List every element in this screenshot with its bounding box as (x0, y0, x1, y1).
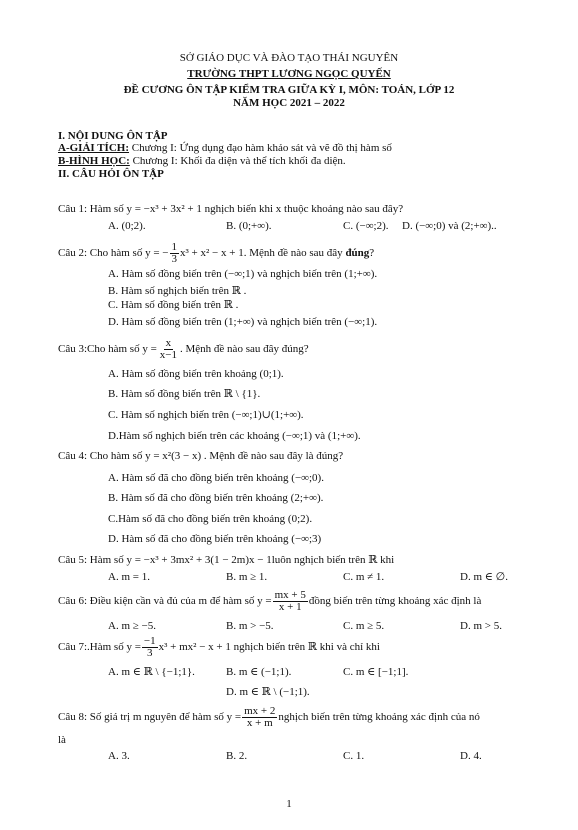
dept-name: SỞ GIÁO DỤC VÀ ĐÀO TẠO THÁI NGUYÊN (179, 52, 399, 64)
page-number: 1 (286, 798, 292, 810)
question-3-option-b: B. Hàm số đồng biến trên ℝ \ {1}. (108, 388, 261, 400)
question-6-stem: Câu 6: Điều kiện cần và đủ của m để hàm số y = $\frac{mx + 5}{x + 1}$ đồng biến trên từng khoảng xác định là (58, 588, 482, 613)
question-6-option-b: B. m > −5. (226, 620, 274, 632)
analysis-label: A-GIẢI TÍCH: (58, 142, 130, 154)
question-8-stem: Câu 8: Số giá trị m nguyên để hàm số y = $\frac{mx + 2}{x + m}$ nghịch biến trên từng khoảng xác định của nó (58, 704, 480, 729)
fraction: $\frac{x}{x-1}$ (159, 336, 178, 361)
question-8-option-b: B. 2. (226, 750, 248, 762)
question-2-stem: Câu 2: Cho hàm số y = − $\frac{1}{3}$ x³ + x² − x + 1. Mệnh đề nào sau đây đúng? (58, 240, 375, 265)
document-title: ĐỀ CƯƠNG ÔN TẬP KIỂM TRA GIỮA KỲ I, MÔN: TOÁN, LỚP 12 (123, 84, 455, 96)
question-6-option-c: C. m ≥ 5. (343, 620, 385, 632)
section-geometry (58, 155, 346, 168)
question-1-option-a: A. (0;2). (108, 220, 146, 232)
question-7-option-c: C. m ∈ [−1;1]. (343, 666, 409, 678)
question-7-option-b: B. m ∈ (−1;1). (226, 666, 292, 678)
fraction: $\frac{-1}{3}$ (143, 634, 156, 659)
question-4-option-c: C.Hàm số đã cho đồng biến trên khoảng (0;2). (108, 513, 313, 525)
question-4-option-d: D. Hàm số đã cho đồng biến trên khoảng (−∞;3) (108, 533, 322, 545)
question-5-option-b: B. m ≥ 1. (226, 571, 268, 583)
question-8-option-d: D. 4. (460, 750, 482, 762)
fraction: $\frac{1}{3}$ (171, 240, 177, 265)
question-3-option-c: C. Hàm số nghịch biến trên (−∞;1)∪(1;+∞). (108, 409, 304, 421)
question-4-option-b: B. Hàm số đã cho đồng biến trên khoảng (2;+∞). (108, 492, 324, 504)
fraction: $\frac{mx + 5}{x + 1}$ (274, 588, 306, 613)
question-1-option-c: C. (−∞;2). (343, 220, 389, 232)
question-7-stem: Câu 7:.Hàm số y = $\frac{-1}{3}$ x³ + mx² − x + 1 nghịch biến trên ℝ khi và chỉ khi (58, 634, 380, 659)
question-3-option-d: D.Hàm số nghịch biến trên các khoảng (−∞;1) và (1;+∞). (108, 430, 361, 442)
question-1-stem: Câu 1: Hàm số y = −x³ + 3x² + 1 nghịch biến khi x thuộc khoảng nào sau đây? (58, 203, 404, 215)
question-1-option-d: D. (−∞;0) và (2;+∞).. (402, 220, 497, 232)
analysis-text: Chương I: Ứng dụng đạo hàm khảo sát và vẽ đồ thị hàm số (129, 142, 392, 154)
school-name: TRƯỜNG THPT LƯƠNG NGỌC QUYẾN (187, 68, 391, 80)
question-7-option-d: D. m ∈ ℝ \ (−1;1). (226, 686, 310, 698)
school-year: NĂM HỌC 2021 – 2022 (233, 97, 345, 109)
question-5-option-d: D. m ∈ ∅. (460, 571, 508, 583)
question-2-option-b: B. Hàm số nghịch biến trên ℝ . (108, 285, 247, 297)
question-1-option-b: B. (0;+∞). (226, 220, 272, 232)
question-8-option-c: C. 1. (343, 750, 365, 762)
question-5-option-c: C. m ≠ 1. (343, 571, 385, 583)
question-8-stem-continued: là (58, 734, 66, 746)
question-5-option-a: A. m = 1. (108, 571, 150, 583)
section-content-heading: I. NỘI DUNG ÔN TẬP (58, 130, 168, 142)
section-questions-heading: II. CÂU HỎI ÔN TẬP (58, 168, 164, 180)
question-4-stem: Câu 4: Cho hàm số y = x²(3 − x) . Mệnh đề nào sau đây là đúng? (58, 450, 344, 462)
question-2-option-c: C. Hàm số đồng biến trên ℝ . (108, 299, 239, 311)
question-3-option-a: A. Hàm số đồng biến trên khoảng (0;1). (108, 368, 284, 380)
geometry-label: B-HÌNH HỌC: (58, 155, 130, 167)
question-2-option-d: D. Hàm số đồng biến trên (1;+∞) và nghịch biến trên (−∞;1). (108, 316, 378, 328)
question-2-option-a: A. Hàm số đồng biến trên (−∞;1) và nghịch biến trên (1;+∞). (108, 268, 378, 280)
question-6-option-a: A. m ≥ −5. (108, 620, 156, 632)
question-3-stem: Câu 3:Cho hàm số y = $\frac{x}{x-1}$ . Mệnh đề nào sau đây đúng? (58, 336, 309, 361)
section-analysis (58, 142, 392, 155)
question-6-option-d: D. m > 5. (460, 620, 502, 632)
question-7-option-a: A. m ∈ ℝ \ {−1;1}. (108, 666, 195, 678)
fraction: $\frac{mx + 2}{x + m}$ (244, 704, 276, 729)
question-4-option-a: A. Hàm số đã cho đồng biến trên khoảng (−∞;0). (108, 472, 324, 484)
question-5-stem: Câu 5: Hàm số y = −x³ + 3mx² + 3(1 − 2m)x − 1luôn nghịch biến trên ℝ khi (58, 554, 395, 566)
geometry-text: Chương I: Khối đa diện và thể tích khối đa diện. (129, 155, 346, 167)
question-8-option-a: A. 3. (108, 750, 130, 762)
